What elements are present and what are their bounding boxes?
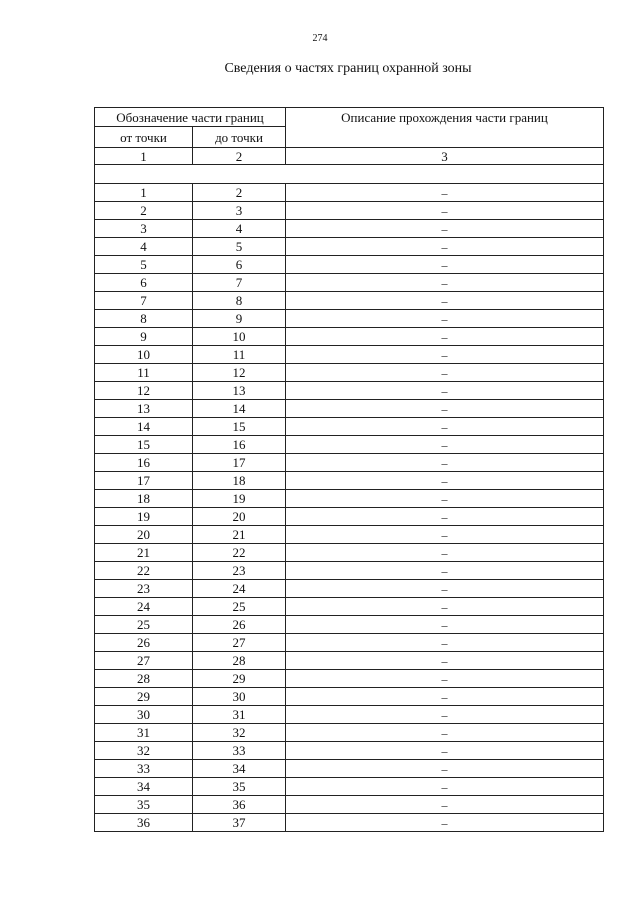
to-point-cell: 24: [193, 580, 286, 598]
description-cell: –: [286, 472, 604, 490]
from-point-cell: 21: [95, 544, 193, 562]
to-point-cell: 34: [193, 760, 286, 778]
description-cell: –: [286, 778, 604, 796]
table-row: [95, 472, 604, 490]
to-point-cell: 26: [193, 616, 286, 634]
table-row: [95, 634, 604, 652]
description-cell: –: [286, 202, 604, 220]
from-point-cell: 32: [95, 742, 193, 760]
description-cell: –: [286, 382, 604, 400]
from-point-cell: 28: [95, 670, 193, 688]
table-row: [95, 742, 604, 760]
table-row: [95, 184, 604, 202]
description-cell: –: [286, 544, 604, 562]
description-cell: –: [286, 292, 604, 310]
table-row: [95, 526, 604, 544]
from-point-cell: 19: [95, 508, 193, 526]
description-cell: –: [286, 814, 604, 832]
table-row: [95, 616, 604, 634]
description-cell: –: [286, 274, 604, 292]
to-point-cell: 15: [193, 418, 286, 436]
table-row: [95, 364, 604, 382]
to-point-cell: 8: [193, 292, 286, 310]
table-row: [95, 598, 604, 616]
to-point-cell: 37: [193, 814, 286, 832]
from-point-cell: 1: [95, 184, 193, 202]
from-point-cell: 15: [95, 436, 193, 454]
from-point-cell: 34: [95, 778, 193, 796]
table-row: [95, 274, 604, 292]
description-cell: –: [286, 400, 604, 418]
to-point-cell: 17: [193, 454, 286, 472]
description-cell: –: [286, 724, 604, 742]
description-cell: –: [286, 562, 604, 580]
from-point-cell: 4: [95, 238, 193, 256]
description-cell: –: [286, 760, 604, 778]
description-cell: –: [286, 490, 604, 508]
table-row: [95, 706, 604, 724]
table-body: [95, 184, 604, 832]
to-point-cell: 12: [193, 364, 286, 382]
table-row: [95, 508, 604, 526]
table-row: [95, 436, 604, 454]
to-point-cell: 27: [193, 634, 286, 652]
table-row: [95, 796, 604, 814]
description-cell: –: [286, 364, 604, 382]
header-description: Описание прохождения части границ: [286, 108, 604, 148]
table-row: [95, 202, 604, 220]
table-row: [95, 688, 604, 706]
description-cell: –: [286, 706, 604, 724]
from-point-cell: 23: [95, 580, 193, 598]
to-point-cell: 6: [193, 256, 286, 274]
table-row: [95, 310, 604, 328]
table-row: [95, 328, 604, 346]
to-point-cell: 9: [193, 310, 286, 328]
table-row: [95, 580, 604, 598]
empty-cell: [95, 165, 604, 184]
from-point-cell: 8: [95, 310, 193, 328]
from-point-cell: 24: [95, 598, 193, 616]
table-row: [95, 292, 604, 310]
description-cell: –: [286, 454, 604, 472]
from-point-cell: 29: [95, 688, 193, 706]
from-point-cell: 7: [95, 292, 193, 310]
to-point-cell: 21: [193, 526, 286, 544]
to-point-cell: 16: [193, 436, 286, 454]
boundary-parts-table: [94, 107, 604, 832]
table-row: [95, 724, 604, 742]
from-point-cell: 16: [95, 454, 193, 472]
header-from-point: от точки: [95, 127, 193, 148]
to-point-cell: 36: [193, 796, 286, 814]
to-point-cell: 29: [193, 670, 286, 688]
description-cell: –: [286, 580, 604, 598]
description-cell: –: [286, 634, 604, 652]
table-row: [95, 418, 604, 436]
to-point-cell: 10: [193, 328, 286, 346]
table-row: [95, 256, 604, 274]
to-point-cell: 7: [193, 274, 286, 292]
to-point-cell: 18: [193, 472, 286, 490]
from-point-cell: 27: [95, 652, 193, 670]
from-point-cell: 22: [95, 562, 193, 580]
description-cell: –: [286, 184, 604, 202]
from-point-cell: 25: [95, 616, 193, 634]
page-number: 274: [312, 33, 328, 44]
to-point-cell: 13: [193, 382, 286, 400]
column-number-2: 2: [193, 148, 286, 165]
to-point-cell: 22: [193, 544, 286, 562]
description-cell: –: [286, 220, 604, 238]
description-cell: –: [286, 508, 604, 526]
description-cell: –: [286, 742, 604, 760]
table-header-row: [95, 108, 604, 127]
from-point-cell: 36: [95, 814, 193, 832]
description-cell: –: [286, 310, 604, 328]
column-number-row: [95, 148, 604, 165]
description-cell: –: [286, 418, 604, 436]
description-cell: –: [286, 238, 604, 256]
table-row: [95, 490, 604, 508]
header-boundary-designation: Обозначение части границ: [95, 108, 286, 127]
description-cell: –: [286, 598, 604, 616]
from-point-cell: 17: [95, 472, 193, 490]
table-row: [95, 454, 604, 472]
description-cell: –: [286, 436, 604, 454]
from-point-cell: 20: [95, 526, 193, 544]
from-point-cell: 33: [95, 760, 193, 778]
to-point-cell: 11: [193, 346, 286, 364]
description-cell: –: [286, 256, 604, 274]
to-point-cell: 5: [193, 238, 286, 256]
to-point-cell: 30: [193, 688, 286, 706]
from-point-cell: 12: [95, 382, 193, 400]
table-row: [95, 778, 604, 796]
to-point-cell: 28: [193, 652, 286, 670]
to-point-cell: 2: [193, 184, 286, 202]
from-point-cell: 14: [95, 418, 193, 436]
description-cell: –: [286, 670, 604, 688]
description-cell: –: [286, 346, 604, 364]
description-cell: –: [286, 328, 604, 346]
table-row: [95, 400, 604, 418]
description-cell: –: [286, 796, 604, 814]
from-point-cell: 6: [95, 274, 193, 292]
table-row: [95, 760, 604, 778]
from-point-cell: 30: [95, 706, 193, 724]
document-title: Сведения о частях границ охранной зоны: [224, 61, 472, 76]
table-row: [95, 346, 604, 364]
description-cell: –: [286, 616, 604, 634]
from-point-cell: 2: [95, 202, 193, 220]
to-point-cell: 31: [193, 706, 286, 724]
from-point-cell: 18: [95, 490, 193, 508]
to-point-cell: 19: [193, 490, 286, 508]
table-row: [95, 544, 604, 562]
column-number-1: 1: [95, 148, 193, 165]
table-row: [95, 670, 604, 688]
from-point-cell: 11: [95, 364, 193, 382]
header-to-point: до точки: [193, 127, 286, 148]
from-point-cell: 31: [95, 724, 193, 742]
to-point-cell: 4: [193, 220, 286, 238]
table-row: [95, 220, 604, 238]
to-point-cell: 25: [193, 598, 286, 616]
from-point-cell: 10: [95, 346, 193, 364]
from-point-cell: 13: [95, 400, 193, 418]
from-point-cell: 3: [95, 220, 193, 238]
to-point-cell: 35: [193, 778, 286, 796]
from-point-cell: 9: [95, 328, 193, 346]
description-cell: –: [286, 526, 604, 544]
to-point-cell: 32: [193, 724, 286, 742]
to-point-cell: 23: [193, 562, 286, 580]
from-point-cell: 5: [95, 256, 193, 274]
table-row: [95, 562, 604, 580]
table-row: [95, 814, 604, 832]
from-point-cell: 26: [95, 634, 193, 652]
column-number-3: 3: [286, 148, 604, 165]
to-point-cell: 14: [193, 400, 286, 418]
description-cell: –: [286, 688, 604, 706]
table-row: [95, 238, 604, 256]
to-point-cell: 33: [193, 742, 286, 760]
table-row: [95, 382, 604, 400]
table-row: [95, 652, 604, 670]
to-point-cell: 20: [193, 508, 286, 526]
from-point-cell: 35: [95, 796, 193, 814]
description-cell: –: [286, 652, 604, 670]
to-point-cell: 3: [193, 202, 286, 220]
empty-separator-row: [95, 165, 604, 184]
